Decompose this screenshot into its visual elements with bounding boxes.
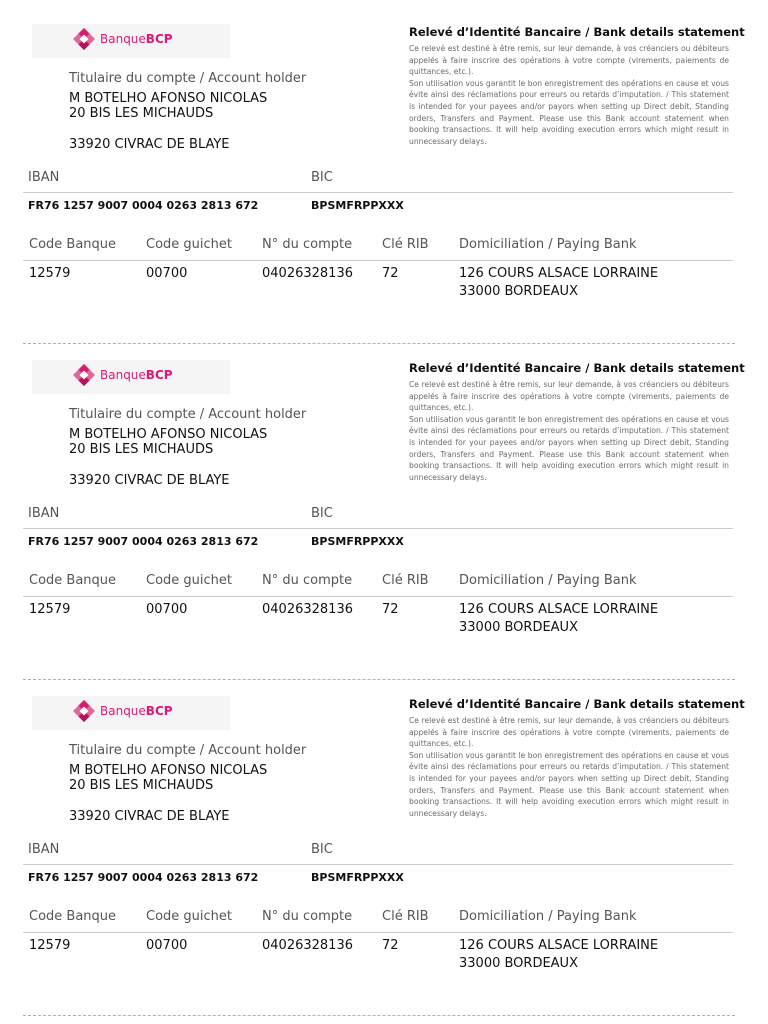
code-banque-header: Code Banque — [29, 237, 117, 252]
paying-bank-header: Domiciliation / Paying Bank — [459, 237, 637, 252]
bic-label: BIC — [311, 842, 333, 857]
code-guichet-value: 00700 — [146, 602, 188, 617]
holder-address-line2: 33920 CIVRAC DE BLAYE — [69, 473, 230, 488]
code-banque-value: 12579 — [29, 602, 71, 617]
account-holder-label: Titulaire du compte / Account holder — [69, 407, 307, 422]
code-guichet-header: Code guichet — [146, 909, 232, 924]
paying-bank-address-line2: 33000 BORDEAUX — [459, 620, 578, 635]
holder-address-line1: 20 BIS LES MICHAUDS — [69, 778, 214, 793]
statement-paragraph-2: Son utilisation vous garantit le bon enregistrement des opérations en cause et vous évite ainsi des réclamations pour erreurs ou retards d’imputation. / This statement is intended for your payees and/or payors when setting up Direct debit, Standing orders, Transfers and Payment. Please use this Bank account statement when booking transactions. It will help avoiding execution errors which might result in unnecessary delays. — [409, 750, 729, 818]
account-number-header: N° du compte — [262, 909, 353, 924]
statement-paragraph-2: Son utilisation vous garantit le bon enregistrement des opérations en cause et vous évite ainsi des réclamations pour erreurs ou retards d’imputation. / This statement is intended for your payees and/or payors when setting up Direct debit, Standing orders, Transfers and Payment. Please use this Bank account statement when booking transactions. It will help avoiding execution errors which might result in unnecessary delays. — [409, 414, 729, 482]
holder-name: M BOTELHO AFONSO NICOLAS — [69, 91, 268, 106]
holder-name: M BOTELHO AFONSO NICOLAS — [69, 427, 268, 442]
iban-label: IBAN — [28, 506, 60, 521]
iban-value: FR76 1257 9007 0004 0263 2813 672 — [28, 871, 259, 884]
statement-paragraph-1: Ce relevé est destiné à être remis, sur leur demande, à vos créanciers ou débiteurs appelés à faire inscrire des opérations à votre compte (virements, paiements de quittances, etc.). — [409, 380, 729, 413]
code-banque-value: 12579 — [29, 938, 71, 953]
bank-name: BanqueBCP — [100, 368, 173, 382]
paying-bank-header: Domiciliation / Paying Bank — [459, 573, 637, 588]
rib-slip — [0, 336, 768, 672]
code-guichet-value: 00700 — [146, 938, 188, 953]
holder-name: M BOTELHO AFONSO NICOLAS — [69, 763, 268, 778]
bic-label: BIC — [311, 170, 333, 185]
cut-line — [23, 1015, 735, 1016]
iban-label: IBAN — [28, 842, 60, 857]
divider — [23, 528, 733, 529]
account-number-value: 04026328136 — [262, 938, 353, 953]
bcp-logo-icon — [72, 27, 96, 51]
rib-key-header: Clé RIB — [382, 237, 429, 252]
rib-key-value: 72 — [382, 938, 399, 953]
bcp-logo-icon — [72, 363, 96, 387]
account-number-value: 04026328136 — [262, 266, 353, 281]
rib-key-header: Clé RIB — [382, 909, 429, 924]
holder-address-line2: 33920 CIVRAC DE BLAYE — [69, 137, 230, 152]
holder-address-line1: 20 BIS LES MICHAUDS — [69, 442, 214, 457]
statement-paragraph-2: Son utilisation vous garantit le bon enregistrement des opérations en cause et vous évite ainsi des réclamations pour erreurs ou retards d’imputation. / This statement is intended for your payees and/or payors when setting up Direct debit, Standing orders, Transfers and Payment. Please use this Bank account statement when booking transactions. It will help avoiding execution errors which might result in unnecessary delays. — [409, 78, 729, 146]
rib-key-value: 72 — [382, 602, 399, 617]
code-banque-header: Code Banque — [29, 573, 117, 588]
account-holder-label: Titulaire du compte / Account holder — [69, 743, 307, 758]
rib-slip — [0, 672, 768, 1008]
iban-value: FR76 1257 9007 0004 0263 2813 672 — [28, 535, 259, 548]
bic-value: BPSMFRPPXXX — [311, 871, 404, 884]
code-guichet-header: Code guichet — [146, 237, 232, 252]
paying-bank-header: Domiciliation / Paying Bank — [459, 909, 637, 924]
divider — [23, 864, 733, 865]
bank-name: BanqueBCP — [100, 704, 173, 718]
holder-address-line1: 20 BIS LES MICHAUDS — [69, 106, 214, 121]
statement-title: Relevé d’Identité Bancaire / Bank details statement — [409, 25, 745, 39]
code-guichet-header: Code guichet — [146, 573, 232, 588]
paying-bank-address-line1: 126 COURS ALSACE LORRAINE — [459, 266, 659, 281]
divider — [23, 260, 733, 261]
paying-bank-address-line2: 33000 BORDEAUX — [459, 284, 578, 299]
bic-label: BIC — [311, 506, 333, 521]
account-number-header: N° du compte — [262, 573, 353, 588]
statement-text — [409, 379, 729, 483]
code-banque-header: Code Banque — [29, 909, 117, 924]
rib-slip — [0, 0, 768, 336]
account-number-value: 04026328136 — [262, 602, 353, 617]
statement-title: Relevé d’Identité Bancaire / Bank details statement — [409, 361, 745, 375]
bank-logo — [32, 696, 230, 730]
statement-text — [409, 715, 729, 819]
rib-key-value: 72 — [382, 266, 399, 281]
divider — [23, 192, 733, 193]
statement-paragraph-1: Ce relevé est destiné à être remis, sur leur demande, à vos créanciers ou débiteurs appelés à faire inscrire des opérations à votre compte (virements, paiements de quittances, etc.). — [409, 44, 729, 77]
bank-logo — [32, 24, 230, 58]
statement-text — [409, 43, 729, 147]
holder-address-line2: 33920 CIVRAC DE BLAYE — [69, 809, 230, 824]
divider — [23, 596, 733, 597]
paying-bank-address-line1: 126 COURS ALSACE LORRAINE — [459, 602, 659, 617]
paying-bank-address-line1: 126 COURS ALSACE LORRAINE — [459, 938, 659, 953]
iban-label: IBAN — [28, 170, 60, 185]
paying-bank-address-line2: 33000 BORDEAUX — [459, 956, 578, 971]
bank-name: BanqueBCP — [100, 32, 173, 46]
account-number-header: N° du compte — [262, 237, 353, 252]
rib-key-header: Clé RIB — [382, 573, 429, 588]
code-banque-value: 12579 — [29, 266, 71, 281]
statement-title: Relevé d’Identité Bancaire / Bank details statement — [409, 697, 745, 711]
bic-value: BPSMFRPPXXX — [311, 199, 404, 212]
iban-value: FR76 1257 9007 0004 0263 2813 672 — [28, 199, 259, 212]
bank-logo — [32, 360, 230, 394]
divider — [23, 932, 733, 933]
account-holder-label: Titulaire du compte / Account holder — [69, 71, 307, 86]
statement-paragraph-1: Ce relevé est destiné à être remis, sur leur demande, à vos créanciers ou débiteurs appelés à faire inscrire des opérations à votre compte (virements, paiements de quittances, etc.). — [409, 716, 729, 749]
code-guichet-value: 00700 — [146, 266, 188, 281]
bic-value: BPSMFRPPXXX — [311, 535, 404, 548]
bcp-logo-icon — [72, 699, 96, 723]
